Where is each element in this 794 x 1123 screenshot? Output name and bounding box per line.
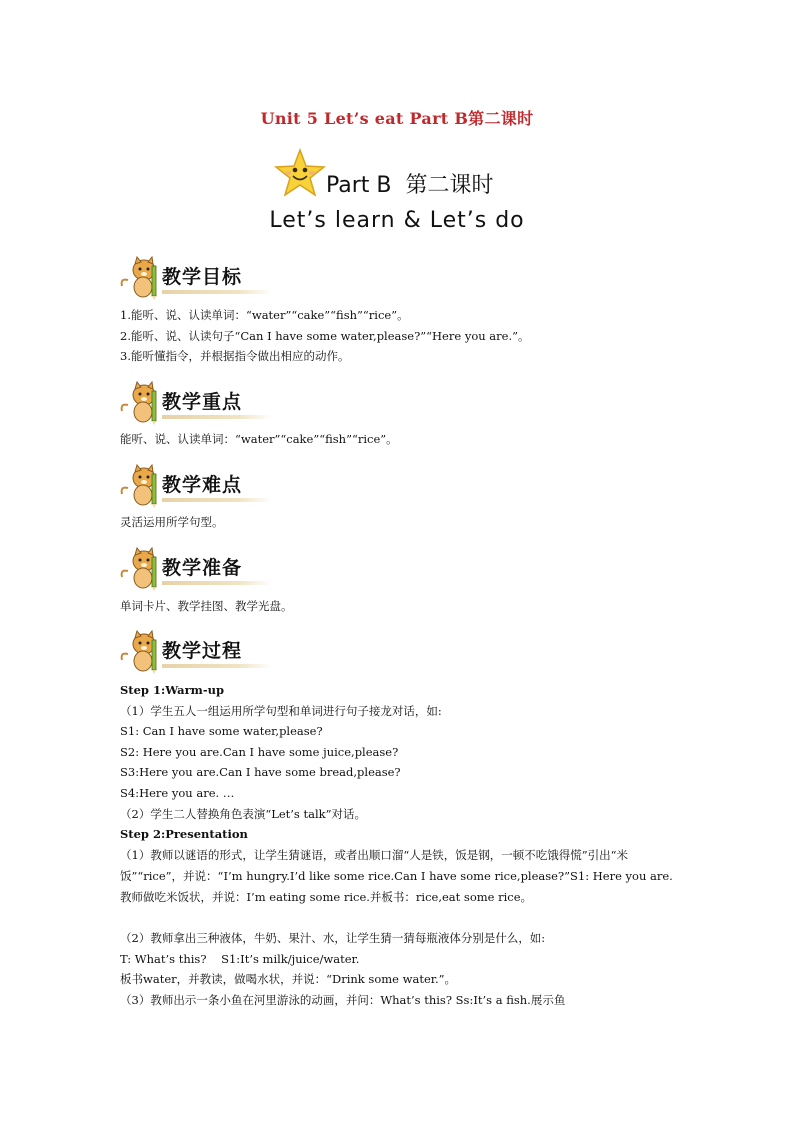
cat-pencil-icon bbox=[118, 381, 162, 425]
goal-line-2: 2.能听、说、认读句子“Can I have some water,please?”“Here you are.”。 bbox=[120, 328, 530, 343]
goal-line-3: 3.能听懂指令，并根据指令做出相应的动作。 bbox=[120, 349, 350, 364]
cat-pencil-icon bbox=[118, 547, 162, 591]
step-1-line: （1）学生五人一组运用所学句型和单词进行句子接龙对话，如: bbox=[120, 703, 442, 718]
cat-pencil-icon bbox=[118, 630, 162, 674]
section-title-difficulty: 教学难点 bbox=[162, 474, 243, 496]
section-heading-goals bbox=[118, 256, 278, 300]
step-1-line: S4:Here you are. … bbox=[120, 786, 235, 800]
step-2-label: Step 2:Presentation bbox=[120, 827, 248, 842]
lesson-subtitle: Let’s learn & Let’s do bbox=[269, 208, 525, 233]
section-title-goals: 教学目标 bbox=[162, 266, 243, 288]
section-heading-difficulty bbox=[118, 464, 278, 508]
step-2-line: 板书water，并教读，做喝水状，并说：“Drink some water.”。 bbox=[120, 972, 457, 987]
cat-pencil-icon bbox=[118, 256, 162, 300]
section-title-prep: 教学准备 bbox=[162, 557, 243, 579]
step-1-line: S1: Can I have some water,please? bbox=[120, 724, 323, 739]
goal-line-1: 1.能听、说、认读单词：“water”“cake”“fish”“rice”。 bbox=[120, 308, 409, 322]
step-1-line: S3:Here you are.Can I have some bread,please? bbox=[120, 765, 401, 780]
section-heading-prep bbox=[118, 547, 278, 591]
difficulty-text: 灵活运用所学句型。 bbox=[120, 515, 224, 529]
step-1-line: （2）学生二人替换角色表演“Let’s talk”对话。 bbox=[120, 806, 366, 821]
section-underline bbox=[162, 415, 272, 419]
section-underline bbox=[162, 581, 272, 585]
section-title-key: 教学重点 bbox=[162, 391, 243, 413]
smiling-star-icon bbox=[274, 148, 326, 198]
section-heading-process bbox=[118, 630, 278, 674]
step-1-label: Step 1:Warm-up bbox=[120, 683, 224, 697]
document-title: Unit 5 Let’s eat Part B第二课时 bbox=[260, 109, 534, 128]
cat-pencil-icon bbox=[118, 464, 162, 508]
step-2-line: T: What’s this? S1:It’s milk/juice/water. bbox=[120, 951, 360, 966]
step-1-line: S2: Here you are.Can I have some juice,please? bbox=[120, 744, 399, 759]
prep-text: 单词卡片、教学挂图、教学光盘。 bbox=[120, 599, 293, 613]
section-underline bbox=[162, 498, 272, 502]
step-2-line: （2）教师拿出三种液体，牛奶、果汁、水，让学生猜一猜每瓶液体分别是什么，如: bbox=[120, 931, 546, 945]
section-underline bbox=[162, 664, 272, 668]
step-2-paragraph: （1）教师以谜语的形式，让学生猜谜语，或者出顺口溜“人是铁，饭是钢，一顿不吃饿得慌”引出“米饭”“rice”，并说：“I’m hungry.I’d like some rice.Can I have some rice,please?”S1: Here you are.教师做吃米饭状，并说：I’m eating some rice.并板书：rice,eat some rice。 bbox=[120, 848, 673, 904]
section-underline bbox=[162, 290, 272, 294]
part-heading: Part B 第二课时 bbox=[326, 173, 494, 198]
step-2-line: （3）教师出示一条小鱼在河里游泳的动画，并问：What’s this? Ss:It’s a fish.展示鱼 bbox=[120, 992, 566, 1007]
section-title-process: 教学过程 bbox=[162, 640, 243, 662]
key-text: 能听、说、认读单词：“water”“cake”“fish”“rice”。 bbox=[120, 432, 398, 446]
section-heading-key bbox=[118, 381, 278, 425]
